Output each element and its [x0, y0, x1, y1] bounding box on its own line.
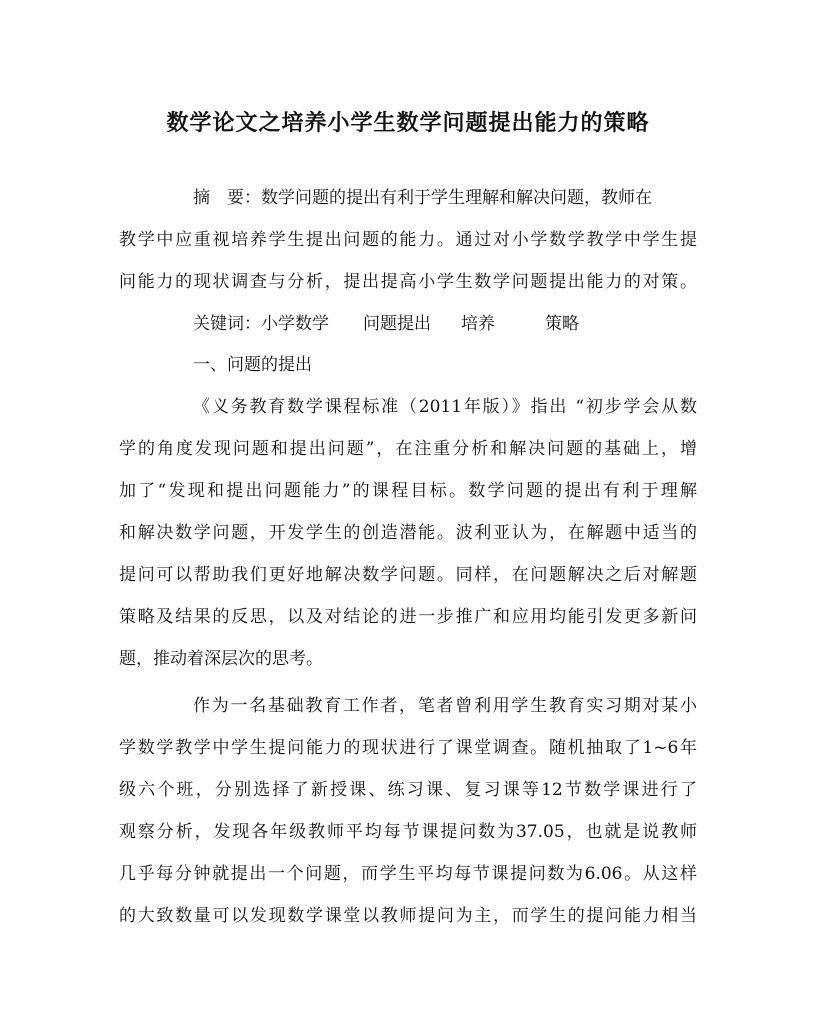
abstract-line-1	[193, 185, 652, 211]
paragraph-2-line-4: 观察分析，发现各年级教师平均每节课提问数为37.05，也就是说教师	[119, 822, 697, 842]
section-heading: 一、问题的提出	[193, 355, 312, 375]
paragraph-1-line-1: 《义务教育数学课程标准（2011年版）》指出 “初步学会从数	[193, 397, 697, 417]
abstract-line-2: 教学中应重视培养学生提出问题的能力。通过对小学数学教学中学生提	[119, 230, 697, 250]
keywords-line	[193, 311, 579, 337]
keyword-item: 小学数学	[261, 314, 329, 334]
paragraph-1-line-5: 提问可以帮助我们更好地解决数学问题。同样，在问题解决之后对解题	[119, 565, 697, 585]
paragraph-1-line-6: 策略及结果的反思，以及对结论的进一步推广和应用均能引发更多新问	[119, 607, 697, 627]
keyword-item: 策略	[545, 314, 579, 334]
paragraph-2-line-6: 的大致数量可以发现数学课堂以教师提问为主，而学生的提问能力相当	[119, 906, 697, 926]
keyword-item: 培养	[461, 314, 495, 334]
paragraph-2-line-3: 级六个班，分别选择了新授课、练习课、复习课等12节数学课进行了	[119, 780, 697, 800]
paragraph-2-line-1: 作为一名基础教育工作者，笔者曾利用学生教育实习期对某小	[193, 696, 697, 716]
keywords-label: 关键词：	[193, 314, 261, 334]
paragraph-1-line-2: 学的角度发现问题和提出问题”，在注重分析和解决问题的基础上，增	[119, 439, 697, 459]
paragraph-1-line-4: 和解决数学问题，开发学生的创造潜能。波利亚认为，在解题中适当的	[119, 523, 697, 543]
paragraph-1-line-7: 题，推动着深层次的思考。	[119, 649, 323, 669]
paragraph-2-line-5: 几乎每分钟就提出一个问题，而学生平均每节课提问数为6.06。从这样	[119, 864, 697, 884]
abstract-text-1: 数学问题的提出有利于学生理解和解决问题，教师在	[261, 188, 652, 208]
abstract-label: 摘 要：	[193, 188, 261, 208]
document-title: 数学论文之培养小学生数学问题提出能力的策略	[166, 110, 650, 136]
keyword-item: 问题提出	[363, 314, 431, 334]
paragraph-1-line-3: 加了“发现和提出问题能力”的课程目标。数学问题的提出有利于理解	[119, 481, 697, 501]
paragraph-2-line-2: 学数学教学中学生提问能力的现状进行了课堂调查。随机抽取了1~6年	[119, 738, 697, 758]
abstract-line-3: 问能力的现状调查与分析，提出提高小学生数学问题提出能力的对策。	[119, 272, 697, 292]
